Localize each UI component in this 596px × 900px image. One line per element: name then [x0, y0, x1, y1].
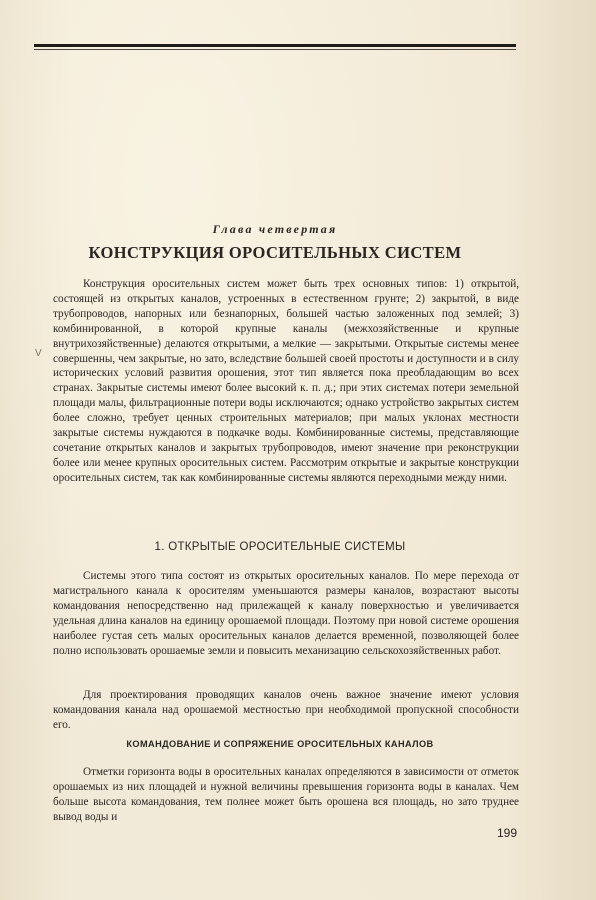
- section-paragraph: Системы этого типа состоят из открытых оросительных каналов. По мере перехода от магистрального канала к оросителям уменьшаются размеры каналов, возрастают высоты командования непосредственно над прилежащей к каналу поверхностью и увеличивается удельная длина каналов на единицу орошаемой площади. Поэтому при новой системе орошения наиболее густая сеть малых оросительных каналов делается временной, позволяющей более полно использовать орошаемые земли и повысить механизацию сельскохозяйственных работ.: [53, 570, 519, 657]
- subsection-heading: КОМАНДОВАНИЕ И СОПРЯЖЕНИЕ ОРОСИТЕЛЬНЫХ КАНАЛОВ: [126, 739, 434, 749]
- margin-mark: V: [35, 348, 42, 359]
- section-heading: 1. ОТКРЫТЫЕ ОРОСИТЕЛЬНЫЕ СИСТЕМЫ: [154, 541, 406, 553]
- header-rule-thin: [34, 49, 516, 50]
- header-rule: [34, 44, 516, 47]
- subsection-paragraph: Отметки горизонта воды в оросительных каналах определяются в зависимости от отметок орошаемых из них площадей и нужной величины превышения горизонта воды в каналах. Чем больше высота командования, тем полнее может быть орошена вся площадь, но зато труднее вывод воды и: [53, 766, 519, 823]
- intro-paragraph: Конструкция оросительных систем может быть трех основных типов: 1) открытой, состоящей из открытых каналов, устроенных в естественном грунте; 2) закрытой, в виде трубопроводов, напорных или безнапорных, большей частью заложенных под землей; 3) комбинированной, в которой крупные каналы (межхозяйственные и крупные внутрихозяйственные) делаются открытыми, а мелкие — закрытыми. Открытые системы менее совершенны, чем закрытые, но зато, вследствие большей своей простоты и доступности и в силу исторических условий развития орошения, этот тип является пока преобладающим во всех странах. Закрытые системы имеют более высокий к. п. д.; при этих системах потери земельной площади малы, фильтрационные потери воды исключаются; однако устройство закрытых систем более сложно, требует ценных строительных материалов; при малых уклонах местности закрытые системы нуждаются в подкачке воды. Комбинированные системы, представляющие сочетание открытых каналов и закрытых трубопроводов, имеют значение при реконструкции более или менее крупных оросительных систем. Рассмотрим открытые и закрытые конструкции оросительных систем, так как комбинированные системы являются переходными между ними.: [53, 278, 519, 484]
- chapter-title: КОНСТРУКЦИЯ ОРОСИТЕЛЬНЫХ СИСТЕМ: [88, 243, 462, 262]
- page-number: 199: [497, 826, 518, 840]
- section-paragraph: Для проектирования проводящих каналов очень важное значение имеют условия командования канала над орошаемой местностью при необходимой пропускной способности его.: [53, 689, 519, 731]
- chapter-label: Глава четвертая: [212, 222, 338, 236]
